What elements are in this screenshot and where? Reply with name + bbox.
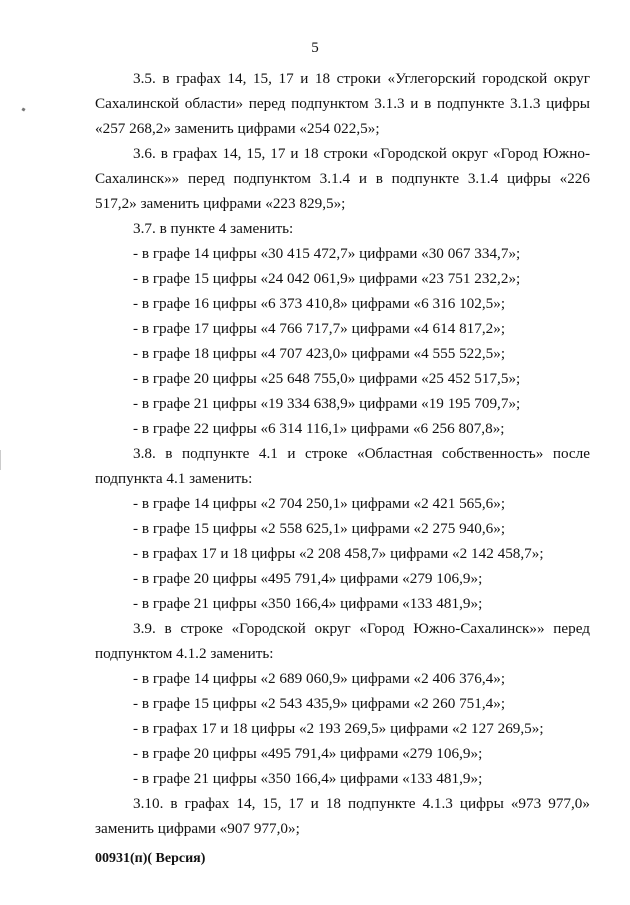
list-item: - в графе 21 цифры «350 166,4» цифрами «133 481,9»; (133, 770, 483, 787)
list-item: - в графах 17 и 18 цифры «2 208 458,7» цифрами «2 142 458,7»; (133, 545, 544, 562)
list-3-7 (95, 241, 590, 441)
list-item: - в графе 14 цифры «2 689 060,9» цифрами «2 406 376,4»; (133, 670, 506, 687)
list-item: - в графе 16 цифры «6 373 410,8» цифрами «6 316 102,5»; (133, 295, 506, 312)
list-item: - в графе 21 цифры «350 166,4» цифрами «133 481,9»; (133, 595, 483, 612)
list-item: - в графах 17 и 18 цифры «2 193 269,5» цифрами «2 127 269,5»; (133, 720, 544, 737)
paragraph-3-5: 3.5. в графах 14, 15, 17 и 18 строки «Углегорский городской округ Сахалинской области» перед подпунктом 3.1.3 и в подпункте 3.1.3 цифры «257 268,2» заменить цифрами «254 022,5»; (95, 70, 590, 137)
document-footer (95, 851, 205, 867)
list-3-8 (95, 491, 590, 616)
paragraph-3-7: 3.7. в пункте 4 заменить: (133, 220, 294, 237)
list-item: - в графе 22 цифры «6 314 116,1» цифрами «6 256 807,8»; (133, 420, 505, 437)
page-number: 5 (311, 40, 319, 56)
list-item: - в графе 15 цифры «24 042 061,9» цифрами «23 751 232,2»; (133, 270, 521, 287)
document-code: 00931(п) (95, 851, 148, 866)
list-item: - в графе 17 цифры «4 766 717,7» цифрами «4 614 817,2»; (133, 320, 506, 337)
list-item: - в графе 14 цифры «30 415 472,7» цифрами «30 067 334,7»; (133, 245, 521, 262)
paragraph-3-9: 3.9. в строке «Городской округ «Город Южно-Сахалинск»» перед подпунктом 4.1.2 заменить: (95, 620, 590, 662)
list-3-9 (95, 666, 590, 791)
list-item: - в графе 20 цифры «495 791,4» цифрами «279 106,9»; (133, 745, 483, 762)
paragraph-3-8: 3.8. в подпункте 4.1 и строке «Областная собственность» после подпункта 4.1 заменить: (95, 445, 590, 487)
paragraph-3-10: 3.10. в графах 14, 15, 17 и 18 подпункте 4.1.3 цифры «973 977,0» заменить цифрами «907 977,0»; (95, 795, 590, 837)
list-item: - в графе 18 цифры «4 707 423,0» цифрами «4 555 522,5»; (133, 345, 506, 362)
document-body (95, 66, 590, 841)
scan-speck (21, 107, 25, 111)
list-item: - в графе 15 цифры «2 543 435,9» цифрами «2 260 751,4»; (133, 695, 506, 712)
paragraph-3-6: 3.6. в графах 14, 15, 17 и 18 строки «Городской округ «Город Южно-Сахалинск»» перед подпунктом 3.1.4 и в подпункте 3.1.4 цифры «226 517,2» заменить цифрами «223 829,5»; (95, 145, 590, 212)
list-item: - в графе 20 цифры «495 791,4» цифрами «279 106,9»; (133, 570, 483, 587)
scan-edge-mark (0, 450, 1, 470)
list-item: - в графе 14 цифры «2 704 250,1» цифрами «2 421 565,6»; (133, 495, 506, 512)
list-item: - в графе 21 цифры «19 334 638,9» цифрами «19 195 709,7»; (133, 395, 521, 412)
list-item: - в графе 15 цифры «2 558 625,1» цифрами «2 275 940,6»; (133, 520, 506, 537)
document-version: ( Версия) (147, 851, 206, 866)
list-item: - в графе 20 цифры «25 648 755,0» цифрами «25 452 517,5»; (133, 370, 521, 387)
